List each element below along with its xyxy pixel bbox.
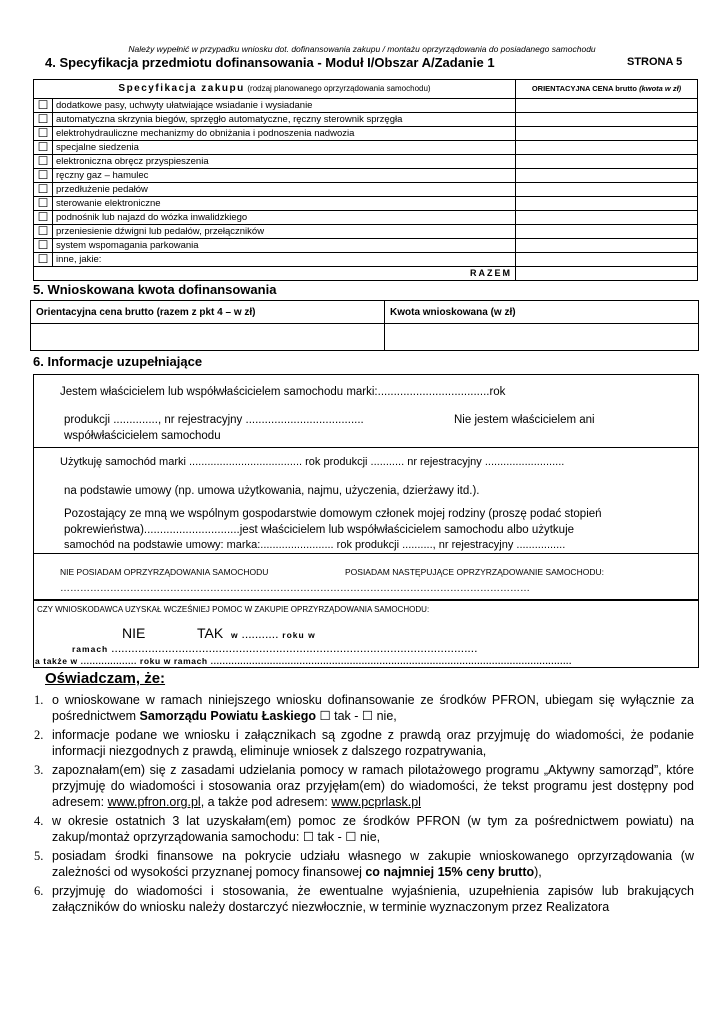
equipment-dots: ……………………………………………………………………………………………………………………………: [60, 583, 530, 594]
spec-checkbox[interactable]: ☐: [34, 169, 53, 183]
spec-checkbox[interactable]: ☐: [34, 141, 53, 155]
spec-item-label: specjalne siedzenia: [53, 141, 516, 155]
spec-checkbox[interactable]: ☐: [34, 183, 53, 197]
has-equipment-option[interactable]: POSIADAM NASTĘPUJĄCE OPRZYRZĄDOWANIE SAMOCHODU:: [345, 567, 604, 577]
declaration-title: Oświadczam, że:: [45, 670, 166, 687]
pfron-link[interactable]: www.pfron.org.pl: [107, 795, 201, 809]
spec-price-field[interactable]: [516, 155, 698, 169]
prior-aid-year-line: w ........... roku w: [231, 630, 316, 640]
spec-price-field[interactable]: [516, 127, 698, 141]
prior-aid-also-line: a także w ................... roku w ramach ..........................................................................................................................: [35, 656, 572, 666]
use-line: Użytkuję samochód marki ..................................... rok produkcji ........... nr rejestracyjny ..........................: [60, 456, 565, 468]
requested-amount-header: Kwota wnioskowana (w zł): [385, 301, 699, 324]
not-owner-label: Nie jestem właścicielem ani: [454, 414, 595, 426]
spec-header-subtitle: (rodzaj planowanego oprzyrządowania samochodu): [247, 84, 431, 93]
spec-price-field[interactable]: [516, 211, 698, 225]
spec-item-label: inne, jakie:: [53, 253, 516, 267]
spec-row: [34, 99, 698, 113]
spec-row: [34, 225, 698, 239]
not-owner-label-2: współwłaścicielem samochodu: [64, 430, 221, 442]
spec-item-label: podnośnik lub najazd do wózka inwalidzkiego: [53, 211, 516, 225]
spec-row: [34, 253, 698, 267]
spec-item-label: przedłużenie pedałów: [53, 183, 516, 197]
prior-aid-program-line: ramach .............................................................................................................: [72, 644, 479, 654]
declaration-item: 5. posiadam środki finansowe na pokrycie udziału własnego w zakupie wnioskowanego oprzyrządowania (w zależności od wysokości przyznanej pomocy finansowej co najmniej 15% ceny brutto),: [34, 849, 694, 879]
spec-checkbox[interactable]: ☐: [34, 113, 53, 127]
declaration-item: 4. w okresie ostatnich 3 lat uzyskałam(em) pomoc ze środków PFRON (w tym za pośrednictwem powiatu) na zakup/montaż oprzyrządowania samochodu: ☐ tak - ☐ nie,: [34, 814, 694, 844]
declaration-item: 1. o wnioskowane w ramach niniejszego wniosku dofinansowanie ze środków PFRON, ubiegam się wyłącznie za pośrednictwem Samorządu Powiatu Łaskiego ☐ tak - ☐ nie,: [34, 693, 694, 723]
prior-aid-no[interactable]: NIE: [122, 625, 146, 641]
spec-header: [34, 80, 516, 99]
owner-line-2: produkcji .............., nr rejestracyjny .....................................: [64, 414, 364, 426]
pcpr-link[interactable]: www.pcprlask.pl: [331, 795, 421, 809]
page-number: STRONA 5: [627, 56, 683, 68]
specification-table: [33, 79, 698, 281]
prior-aid-box: [33, 600, 699, 668]
estimated-price-field[interactable]: [31, 324, 385, 351]
divider: [34, 447, 698, 448]
declaration-list: [30, 692, 694, 918]
agreement-line: na podstawie umowy (np. umowa użytkowania, najmu, użyczenia, dzierżawy itd.).: [64, 485, 480, 497]
spec-item-label: system wspomagania parkowania: [53, 239, 516, 253]
spec-item-label: dodatkowe pasy, uchwyty ułatwiające wsiadanie i wysiadanie: [53, 99, 516, 113]
spec-row: [34, 183, 698, 197]
spec-checkbox[interactable]: ☐: [34, 127, 53, 141]
spec-row: [34, 155, 698, 169]
spec-price-field[interactable]: [516, 169, 698, 183]
price-header-unit: (kwota w zł): [639, 84, 682, 93]
section-6-title: 6. Informacje uzupełniające: [33, 354, 203, 369]
spec-item-label: sterowanie elektroniczne: [53, 197, 516, 211]
prior-aid-question: CZY WNIOSKODAWCA UZYSKAŁ WCZEŚNIEJ POMOC W ZAKUPIE OPRZYRZĄDOWANIA SAMOCHODU:: [37, 605, 430, 614]
spec-checkbox[interactable]: ☐: [34, 225, 53, 239]
no-equipment-option[interactable]: NIE POSIADAM OPRZYRZĄDOWANIA SAMOCHODU: [60, 567, 269, 577]
spec-item-label: automatyczna skrzynia biegów, sprzęgło automatyczne, ręczny sterownik sprzęgła: [53, 113, 516, 127]
spec-row: [34, 113, 698, 127]
spec-header-title: Specyfikacja zakupu: [118, 83, 245, 94]
spec-row: [34, 239, 698, 253]
declaration-item: 2. informacje podane we wniosku i załącznikach są zgodne z prawdą oraz przyjmuję do wiadomości, że podanie informacji niezgodnych z prawdą, eliminuje wniosek z dalszego rozpatrywania,: [34, 728, 694, 758]
section-4-title: 4. Specyfikacja przedmiotu dofinansowania - Moduł I/Obszar A/Zadanie 1: [45, 55, 495, 70]
price-header-label: ORIENTACYJNA CENA brutto: [531, 84, 637, 93]
owner-line: Jestem właścicielem lub współwłaścicielem samochodu marki:...................................rok: [60, 386, 506, 398]
spec-checkbox[interactable]: ☐: [34, 155, 53, 169]
spec-checkbox[interactable]: ☐: [34, 239, 53, 253]
spec-checkbox[interactable]: ☐: [34, 197, 53, 211]
spec-price-field[interactable]: [516, 239, 698, 253]
spec-item-label: elektrohydrauliczne mechanizmy do obniżania i podnoszenia nadwozia: [53, 127, 516, 141]
spec-price-field[interactable]: [516, 225, 698, 239]
spec-price-field[interactable]: [516, 183, 698, 197]
declaration-item: 3. zapoznałam(em) się z zasadami udzielania pomocy w ramach pilotażowego programu „Aktywny samorząd”, które przyjmuję do wiadomości i stosowania oraz przyjęłam(em) do wiadomości, że tekst programu jest dostępny pod adresem: www.pfron.org.pl, a także pod adresem: www.pcprlask.pl: [34, 763, 694, 809]
section-5-title: 5. Wnioskowana kwota dofinansowania: [33, 282, 277, 297]
declaration-item: 6. przyjmuję do wiadomości i stosowania, że ewentualne wyjaśnienia, uzupełnienia zapisów lub brakujących załączników do wniosku należy dostarczyć niezwłocznie, w terminie wyznaczonym przez Realizatora: [34, 884, 694, 914]
spec-row: [34, 141, 698, 155]
household-line-1: Pozostający ze mną we wspólnym gospodarstwie domowym członek mojej rodziny (proszę podać stopień: [64, 508, 602, 520]
household-line-3: samochód na podstawie umowy: marka:........................ rok produkcji .........., nr rejestracyjny ................: [64, 539, 566, 551]
price-header: [516, 80, 698, 99]
equipment-box: [33, 553, 699, 600]
total-price-field[interactable]: [516, 267, 698, 281]
total-label: RAZEM: [34, 267, 516, 281]
spec-row: [34, 127, 698, 141]
spec-row: [34, 169, 698, 183]
spec-checkbox[interactable]: ☐: [34, 99, 53, 113]
spec-price-field[interactable]: [516, 99, 698, 113]
spec-row: [34, 197, 698, 211]
spec-price-field[interactable]: [516, 197, 698, 211]
spec-item-label: przeniesienie dźwigni lub pedałów, przełączników: [53, 225, 516, 239]
spec-item-label: ręczny gaz – hamulec: [53, 169, 516, 183]
household-line-2: pokrewieństwa)..............................jest właścicielem lub współwłaścicielem samochodu albo użytkuje: [64, 524, 575, 536]
spec-checkbox[interactable]: ☐: [34, 253, 53, 267]
fill-instruction-note: Należy wypełnić w przypadku wniosku dot. dofinansowania zakupu / montażu oprzyrządowania do posiadanego samochodu: [128, 44, 596, 54]
amount-table: [30, 300, 699, 351]
spec-checkbox[interactable]: ☐: [34, 211, 53, 225]
spec-row: [34, 211, 698, 225]
estimated-price-header: Orientacyjna cena brutto (razem z pkt 4 – w zł): [31, 301, 385, 324]
prior-aid-yes[interactable]: TAK: [197, 625, 224, 641]
spec-price-field[interactable]: [516, 141, 698, 155]
spec-item-label: elektroniczna obręcz przyspieszenia: [53, 155, 516, 169]
spec-price-field[interactable]: [516, 113, 698, 127]
spec-price-field[interactable]: [516, 253, 698, 267]
vehicle-info-box: [33, 374, 699, 554]
requested-amount-field[interactable]: [385, 324, 699, 351]
